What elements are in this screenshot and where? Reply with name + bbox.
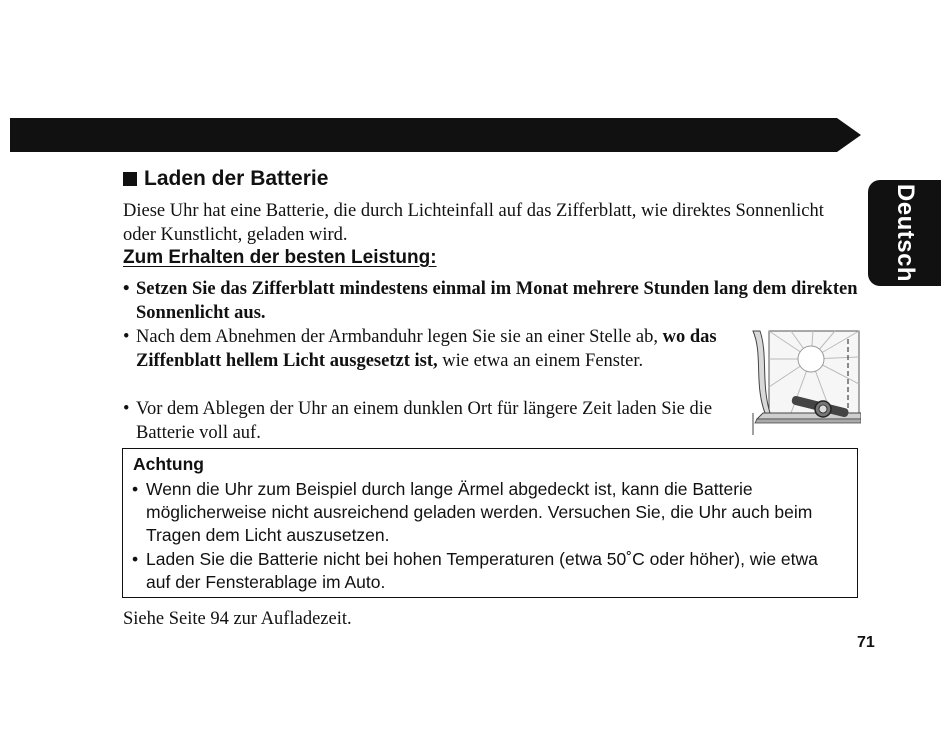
list-item [123, 397, 746, 445]
caution-item-text: Laden Sie die Batterie nicht bei hohen Temperaturen (etwa 50˚C oder höher), wie etwa auf der Fensterablage im Auto. [146, 549, 818, 592]
caution-item [132, 478, 846, 547]
language-tab-label: Deutsch [891, 183, 919, 283]
list-item-text: Vor dem Ablegen der Uhr an einem dunklen Ort für längere Zeit laden Sie die Batterie voll auf. [136, 399, 713, 443]
best-performance-heading: Zum Erhalten der besten Leistung: [123, 247, 437, 268]
footer-note: Siehe Seite 94 zur Aufladezeit. [123, 609, 352, 629]
language-tab [868, 180, 941, 286]
list-item-bold-text: wo das Ziffenblatt hellem Licht ausgesetzt ist, [136, 327, 717, 371]
list-item-text: Nach dem Abnehmen der Armbanduhr legen Sie sie an einer Stelle ab, [136, 327, 663, 347]
bullet-dot: • [132, 479, 139, 499]
bullet-dot: • [123, 327, 130, 347]
bullet-dot: • [132, 549, 139, 569]
caution-title: Achtung [133, 454, 204, 474]
bullet-dot: • [123, 399, 130, 419]
intro-paragraph: Diese Uhr hat eine Batterie, die durch Lichteinfall auf das Zifferblatt, wie direktes Sonnenlicht oder Kunstlicht, geladen wird. [123, 201, 824, 245]
header-arrow-bar [10, 118, 861, 152]
list-item [123, 325, 736, 373]
list-item-text: wie etwa an einem Fenster. [437, 351, 644, 371]
section-title-text: Laden der Batterie [144, 167, 329, 190]
list-item [123, 277, 872, 325]
caution-box [122, 448, 858, 598]
bullet-dot: • [123, 279, 130, 299]
caution-item [132, 548, 846, 594]
page-number: 71 [857, 634, 875, 651]
square-bullet-icon [123, 172, 137, 186]
list-item-text: Setzen Sie das Zifferblatt mindestens einmal im Monat mehrere Stunden lang dem direkten Sonnenlicht aus. [136, 279, 858, 323]
section-title [123, 167, 328, 191]
window-sunlight-illustration [751, 329, 861, 437]
caution-item-text: Wenn die Uhr zum Beispiel durch lange Ärmel abgedeckt ist, kann die Batterie möglicherweise nicht ausreichend geladen werden. Versuchen Sie, die Uhr auch beim Tragen dem Licht auszusetzen. [146, 479, 813, 545]
